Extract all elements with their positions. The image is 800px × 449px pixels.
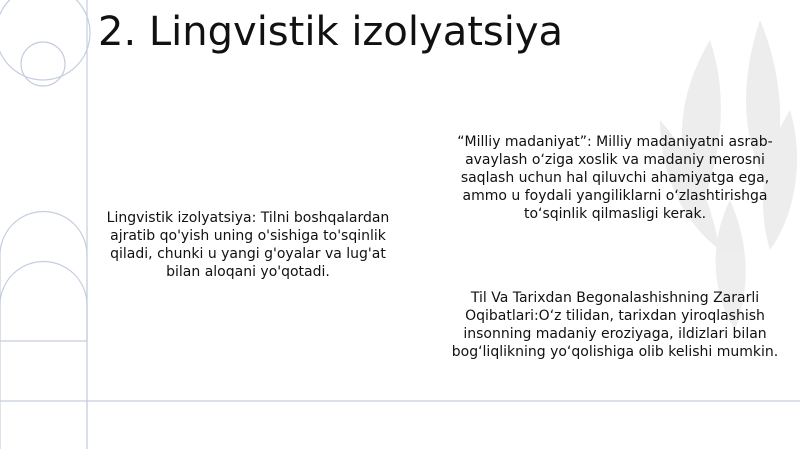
slide-title: 2. Lingvistik izolyatsiya — [98, 9, 564, 55]
national-culture-text: “Milliy madaniyat”: Milliy madaniyatni asrab-avaylash o‘ziga xoslik va madaniy merosni saqlash uchun hal qiluvchi ahamiyatga ega, ammo u foydali yangiliklarni o‘zlashtirishga to‘sqinlik qilmasligi kerak. — [457, 134, 773, 222]
alienation-consequences-text: Til Va Tarixdan Begonalashishning Zararli Oqibatlari:O‘z tilidan, tarixdan yiroqlashish insonning madaniy eroziyaga, ildizlari bilan bog‘liqlikning yo‘qolishiga olib kelishi mumkin. — [451, 290, 779, 360]
linguistic-isolation-text: Lingvistik izolyatsiya: Tilni boshqalardan ajratib qo'yish uning o'sishiga to'sqinlik qiladi, chunki u yangi g'oyalar va lug'at bilan aloqani yo'qotadi. — [106, 210, 390, 280]
